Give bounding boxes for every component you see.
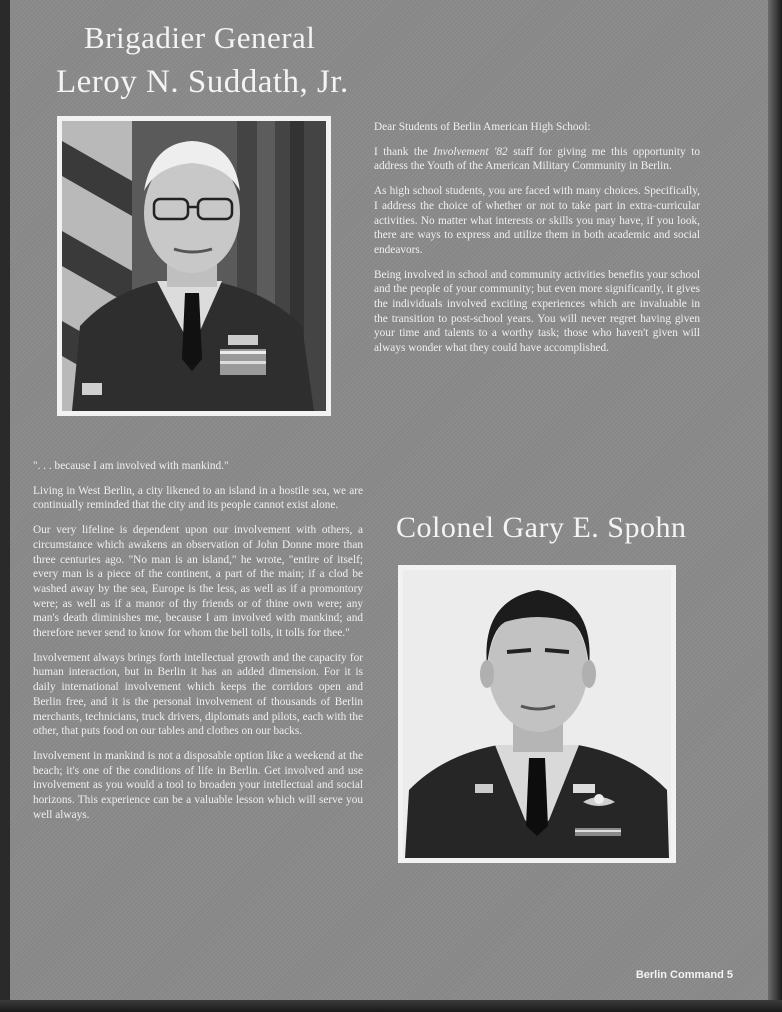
letter-paragraph-1-start: I thank the xyxy=(374,145,434,158)
book-spine xyxy=(768,0,782,1012)
letter-paragraph-2: Our very lifeline is dependent upon our involvement with others, a circumstance which awakens an observation of John Donne more than three centuries ago. "No man is an island," he wrote, "entire of itself; every man is a piece of the continent, a part of the main; if a clod be washed away by the sea, Europe is the less, as well as if a promontory were; as well as if a manor of thy friends or of thine own were; any man's death diminishes me, because I am involved with mankind; and therefore never send to know for whom the bell tolls, it tolls for thee." xyxy=(33,524,363,640)
yearbook-title-italic: Involvement '82 xyxy=(433,145,508,158)
letter-paragraph-1 xyxy=(374,145,700,174)
letter-paragraph-2: As high school students, you are faced with many choices. Specifically, I address the choice of whether or not to take part in extra-curricular activities. No matter what interests or skills you may have, if you look, there are ways to express and utilize them in both academic and social endeavors. xyxy=(374,185,700,256)
yearbook-page xyxy=(10,0,768,1000)
letter-paragraph-4: Involvement in mankind is not a disposable option like a weekend at the beach; it's one of the conditions of life in Berlin. Get involved and use involvement as you would a tool to broaden your intellectual and social horizons. This experience can be a valuable lesson which will serve you well always. xyxy=(33,749,363,821)
page-title-line1: Brigadier General xyxy=(84,20,316,55)
colonel-letter xyxy=(33,459,363,832)
letter-paragraph-3: Involvement always brings forth intellectual growth and the capacity for human interaction, but in Berlin it has an added dimension. For it is daily international involvement which keeps the corridors open and Berlin free, and it is the personal involvement of thousands of Berlin merchants, technicians, truck drivers, diplomats and pilots, each with the other, that puts food on our tables and clothes on our backs. xyxy=(33,651,363,738)
page-bottom-edge xyxy=(0,1000,782,1012)
page-footer: Berlin Command 5 xyxy=(635,969,733,981)
letter-salutation: Dear Students of Berlin American High School: xyxy=(374,121,591,133)
letter-paragraph-1: Living in West Berlin, a city likened to an island in a hostile sea, we are continually reminded that the city and its people cannot exist alone. xyxy=(33,484,363,512)
general-letter xyxy=(374,120,700,366)
colonel-title: Colonel Gary E. Spohn xyxy=(396,511,687,544)
colonel-portrait-photo xyxy=(398,565,676,863)
general-portrait-photo xyxy=(57,116,331,416)
letter-paragraph-1-end: staff for giving me this opportunity to address the Youth of the American Military Community in Berlin. xyxy=(374,145,700,173)
letter-quote: ". . . because I am involved with mankind." xyxy=(33,460,229,472)
letter-paragraph-3: Being involved in school and community activities benefits your school and the people of your community; but even more significantly, it gives the individuals involved exciting experiences which are invaluable in the transition to post-school years. You will never regret having given your time and talents to a worthy task; those who haven't given will always wonder what they could have accomplished. xyxy=(374,268,700,355)
page-title-line2: Leroy N. Suddath, Jr. xyxy=(56,64,349,100)
